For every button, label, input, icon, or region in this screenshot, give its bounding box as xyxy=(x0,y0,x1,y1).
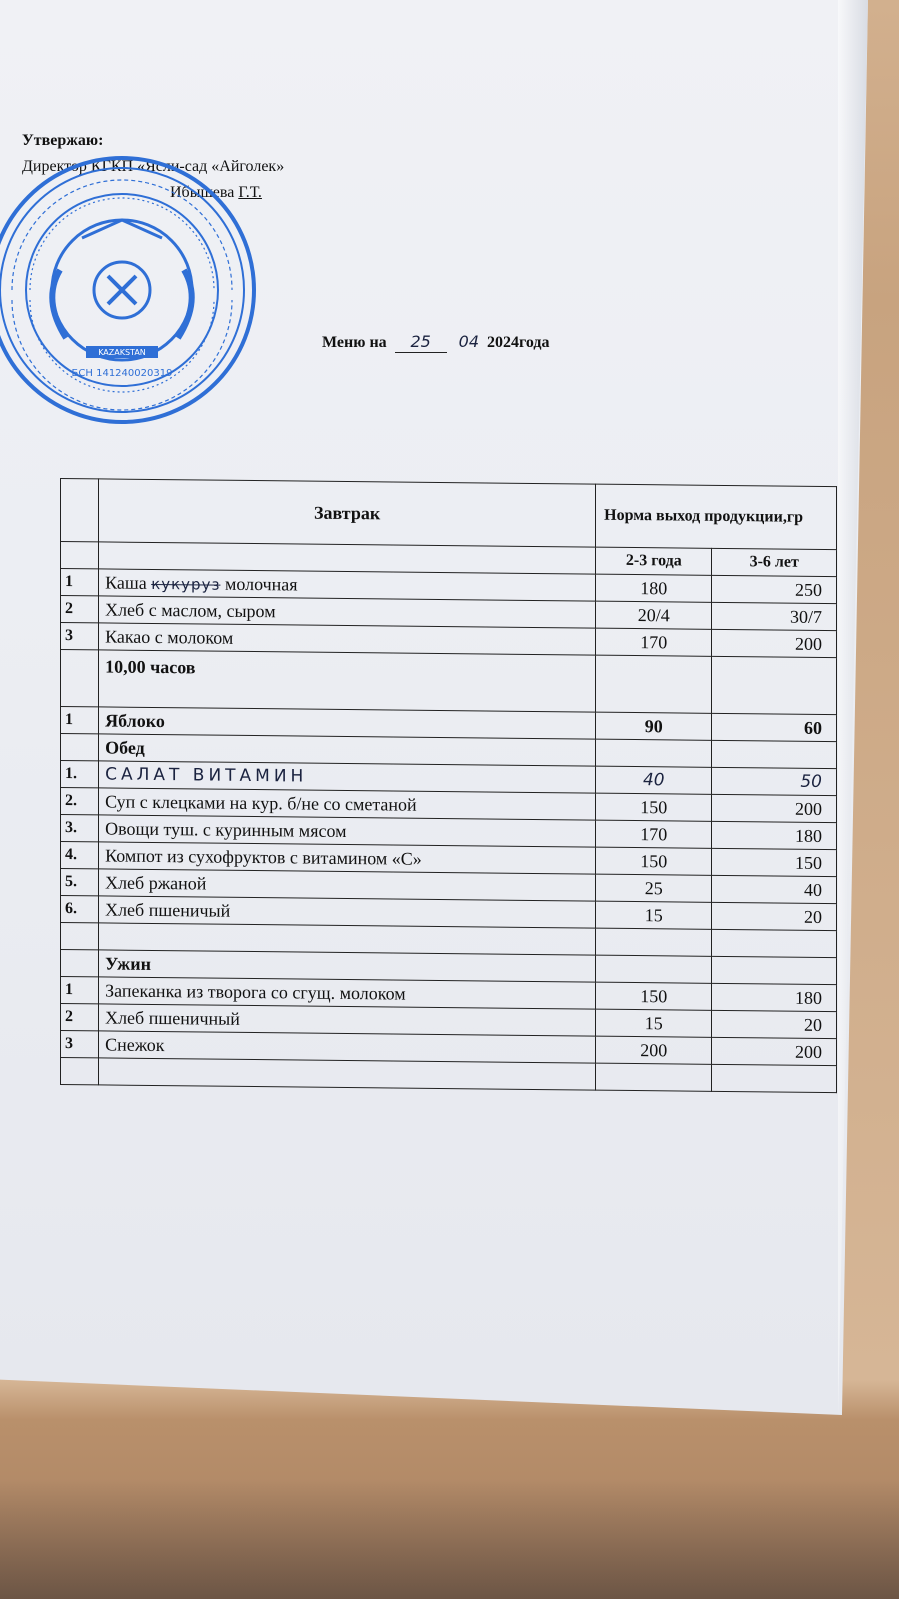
dish-name: Компот из сухофруктов с витамином «С» xyxy=(99,842,596,874)
dish-name: Хлеб с маслом, сыром xyxy=(99,596,596,628)
menu-title xyxy=(322,332,550,353)
table-row: 4. Компот из сухофруктов с витамином «С» 150 150 xyxy=(61,842,837,877)
menu-table xyxy=(60,478,837,1093)
dish-name: Снежок xyxy=(99,1031,596,1063)
table-row: 3 Какао с молоком 170 200 xyxy=(61,623,837,658)
table-row: 1 Яблоко 90 60 xyxy=(61,707,837,742)
stamp-bin-text: БСН 141240020319 xyxy=(71,368,173,379)
table-row: 5. Хлеб ржаной 25 40 xyxy=(61,869,837,904)
approve-label: Утвержаю: xyxy=(22,132,104,149)
table-row: 1 Каша кукуруз молочная 180 250 xyxy=(61,569,837,604)
table-row: 6. Хлеб пшеничый 15 20 xyxy=(61,896,837,931)
age-2-3-header: 2-3 года xyxy=(596,547,712,575)
dish-name: Каша кукуруз молочная xyxy=(99,569,596,601)
table-row: 1 Запеканка из творога со сгущ. молоком 150 180 xyxy=(61,977,837,1012)
dish-name: Какао с молоком xyxy=(99,623,596,655)
norm-header: Норма выход продукции,гр xyxy=(596,484,837,550)
table-row: 3. Овощи туш. с куринным мясом 170 180 xyxy=(61,815,837,850)
table-header-row xyxy=(61,479,837,550)
snack-section-title: 10,00 часов xyxy=(99,650,596,712)
dish-name: Хлеб пшеничый xyxy=(99,896,596,928)
menu-title-suffix: 2024года xyxy=(487,334,550,351)
lunch-section-title: Обед xyxy=(99,734,596,766)
table-row: 2. Суп с клецками на кур. б/не со сметаной 150 200 xyxy=(61,788,837,823)
table-row: 3 Снежок 200 200 xyxy=(61,1031,837,1066)
table-row: 1. САЛАТ ВИТАМИН 40 50 xyxy=(61,761,837,796)
dish-name: Яблоко xyxy=(99,707,596,739)
menu-date-month: 04 xyxy=(458,332,480,351)
dish-name: Овощи туш. с куринным мясом xyxy=(99,815,596,847)
section-row xyxy=(61,650,837,715)
director-line: Директор КГКП «Ясли-сад «Айголек» xyxy=(22,158,285,175)
dish-name: Хлеб ржаной xyxy=(99,869,596,901)
dinner-section-title: Ужин xyxy=(99,950,596,982)
floor-shadow xyxy=(0,1480,899,1599)
table-row: 2 Хлеб с маслом, сыром 20/4 30/7 xyxy=(61,596,837,631)
stamp-center-text: KAZAKSTAN xyxy=(98,348,146,357)
menu-title-prefix: Меню на xyxy=(322,334,387,351)
official-stamp-seal xyxy=(0,150,262,430)
table-row: 2 Хлеб пшеничный 15 20 xyxy=(61,1004,837,1039)
dish-name-handwritten: САЛАТ ВИТАМИН xyxy=(99,761,596,793)
dish-name: Суп с клецками на кур. б/не со сметаной xyxy=(99,788,596,820)
dish-name: Запеканка из творога со сгущ. молоком xyxy=(99,977,596,1009)
dish-name: Хлеб пшеничный xyxy=(99,1004,596,1036)
age-3-6-header: 3-6 лет xyxy=(712,548,837,576)
signature-initials: Г.Т. xyxy=(238,184,262,201)
menu-date-day: 25 xyxy=(410,332,431,351)
breakfast-header: Завтрак xyxy=(99,479,596,547)
signature-name: Ибышева xyxy=(170,184,235,201)
